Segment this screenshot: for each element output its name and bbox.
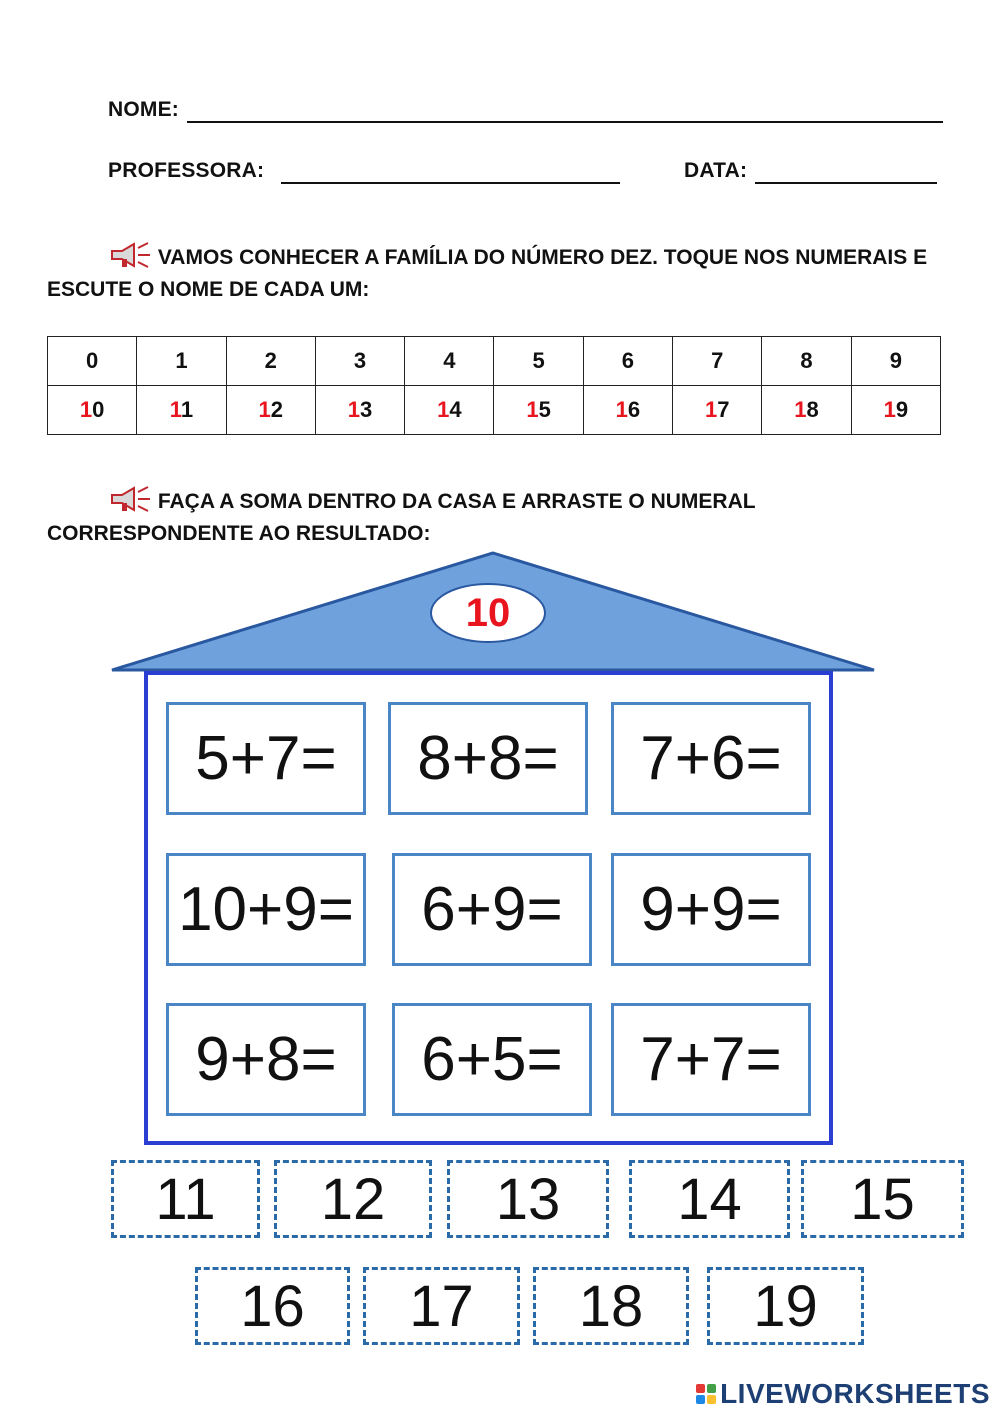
sum-card[interactable]: 6+5= (392, 1003, 592, 1116)
number-cell[interactable]: 2 (226, 337, 315, 386)
family-number-badge: 10 (430, 583, 546, 643)
logo-icon (696, 1384, 716, 1404)
sum-card[interactable]: 9+8= (166, 1003, 366, 1116)
tens-digit: 1 (347, 397, 361, 422)
answer-tile[interactable]: 13 (447, 1160, 609, 1238)
number-cell[interactable]: 5 (494, 337, 583, 386)
sum-card[interactable]: 9+9= (611, 853, 811, 966)
answer-tile[interactable]: 17 (363, 1267, 520, 1345)
units-digit: 1 (180, 397, 194, 422)
answer-tile[interactable]: 15 (801, 1160, 964, 1238)
units-digit: 9 (895, 397, 909, 422)
units-digit: 6 (627, 397, 641, 422)
number-cell[interactable] (673, 386, 762, 435)
number-cell[interactable]: 3 (315, 337, 404, 386)
date-label: DATA: (684, 159, 748, 182)
units-digit: 5 (538, 397, 551, 422)
answer-tile[interactable]: 12 (274, 1160, 432, 1238)
number-cell[interactable]: 4 (405, 337, 494, 386)
units-digit: 2 (270, 397, 283, 422)
instruction-1-text: VAMOS CONHECER A FAMÍLIA DO NÚMERO DEZ. TOQUE NOS NUMERAIS E ESCUTE O NOME DE CADA UM: (47, 246, 928, 301)
number-cell[interactable] (405, 386, 494, 435)
answer-tile[interactable]: 19 (707, 1267, 864, 1345)
number-cell[interactable]: 6 (583, 337, 672, 386)
brand-name: LIVEWORKSHEETS (720, 1378, 990, 1409)
number-cell[interactable] (494, 386, 583, 435)
number-cell[interactable] (315, 386, 404, 435)
table-row (48, 386, 941, 435)
tens-digit: 1 (79, 397, 93, 422)
sum-card[interactable]: 10+9= (166, 853, 366, 966)
table-row (48, 337, 941, 386)
number-cell[interactable]: 1 (137, 337, 226, 386)
teacher-field[interactable] (281, 159, 620, 184)
number-cell[interactable]: 0 (48, 337, 137, 386)
date-field[interactable] (755, 159, 937, 184)
tens-digit: 1 (526, 397, 539, 422)
number-cell[interactable] (137, 386, 226, 435)
answer-tile[interactable]: 18 (533, 1267, 689, 1345)
speaker-icon[interactable] (108, 240, 152, 270)
units-digit: 0 (92, 397, 105, 422)
units-digit: 4 (449, 397, 462, 422)
sum-card[interactable]: 6+9= (392, 853, 592, 966)
sum-card[interactable]: 7+7= (611, 1003, 811, 1116)
name-field[interactable] (187, 98, 943, 123)
liveworksheets-logo (696, 1378, 990, 1410)
speaker-icon[interactable] (108, 484, 152, 514)
answer-tile[interactable]: 14 (629, 1160, 790, 1238)
tens-digit: 1 (615, 397, 628, 422)
tens-digit: 1 (883, 397, 896, 422)
units-digit: 3 (360, 397, 373, 422)
number-cell[interactable]: 7 (673, 337, 762, 386)
teacher-label: PROFESSORA: (108, 159, 265, 182)
tens-digit: 1 (437, 397, 450, 422)
instruction-2-text: FAÇA A SOMA DENTRO DA CASA E ARRASTE O NUMERAL CORRESPONDENTE AO RESULTADO: (47, 490, 756, 545)
number-cell[interactable] (583, 386, 672, 435)
answer-tile[interactable]: 11 (111, 1160, 260, 1238)
tens-digit: 1 (169, 397, 181, 422)
number-cell[interactable] (762, 386, 851, 435)
number-cell[interactable] (226, 386, 315, 435)
number-cell[interactable]: 8 (762, 337, 851, 386)
number-table (47, 336, 941, 435)
tens-digit: 1 (704, 397, 718, 422)
tens-digit: 1 (794, 397, 807, 422)
instruction-2 (47, 484, 947, 550)
name-label: NOME: (108, 98, 179, 121)
sum-card[interactable]: 8+8= (388, 702, 588, 815)
number-cell[interactable]: 9 (851, 337, 940, 386)
sum-card[interactable]: 7+6= (611, 702, 811, 815)
units-digit: 7 (717, 397, 730, 422)
sum-card[interactable]: 5+7= (166, 702, 366, 815)
units-digit: 8 (806, 397, 819, 422)
answer-tile[interactable]: 16 (195, 1267, 350, 1345)
number-cell[interactable] (48, 386, 137, 435)
tens-digit: 1 (258, 397, 271, 422)
instruction-1 (47, 240, 947, 306)
number-cell[interactable] (851, 386, 940, 435)
